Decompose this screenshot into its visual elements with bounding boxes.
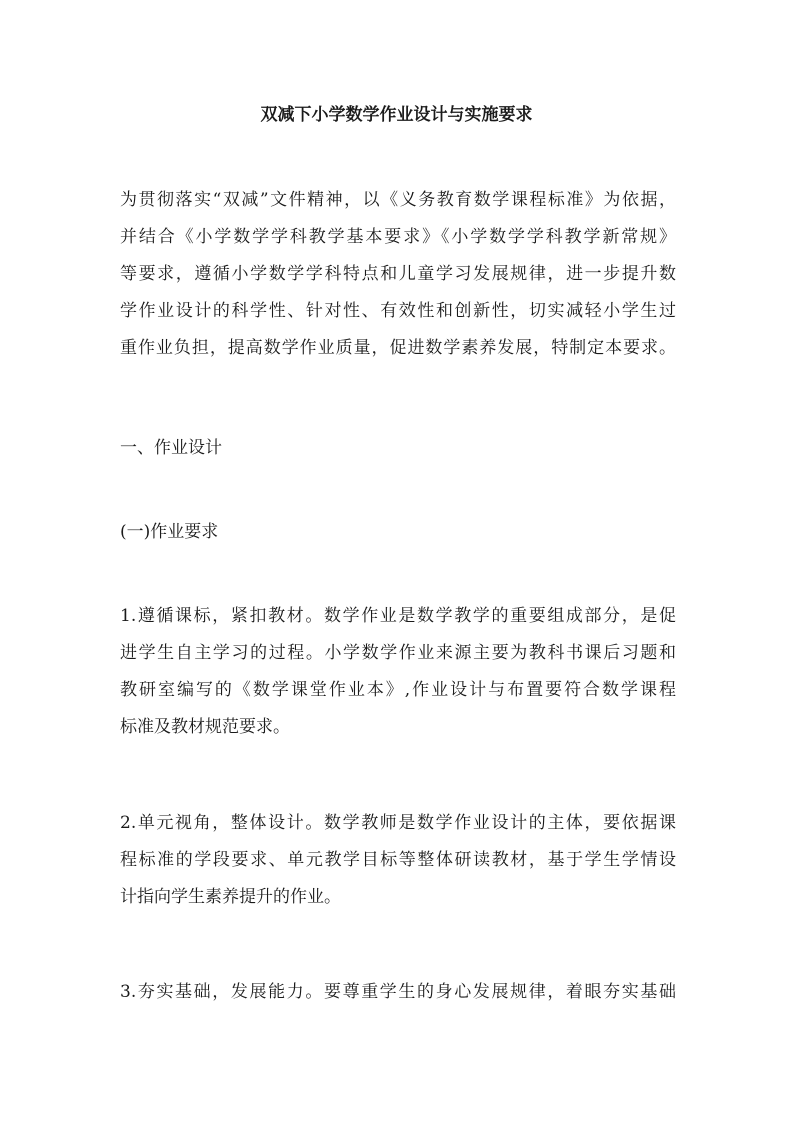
text-line: 计指向学生素养提升的作业。 [120, 887, 341, 907]
text-line: 2.单元视角，整体设计。数学教师是数学作业设计的主体，要依据课 [120, 813, 676, 833]
text-line: 为贯彻落实“双减”文件精神，以《义务教育数学课程标准》为依据， [120, 190, 676, 210]
item-1-paragraph [120, 598, 676, 746]
document-title: 双减下小学数学作业设计与实施要求 [260, 105, 533, 125]
text-line: 3.夯实基础，发展能力。要尊重学生的身心发展规律，着眼夯实基础 [120, 982, 676, 1002]
text-line: 重作业负担，提高数学作业质量，促进数学素养发展，特制定本要求。 [120, 338, 676, 358]
section-heading: 一、作业设计 [120, 438, 222, 458]
item-3-paragraph [120, 974, 676, 1011]
item-2-paragraph [120, 805, 676, 916]
text-line: 学作业设计的科学性、针对性、有效性和创新性，切实减轻小学生过 [120, 301, 676, 321]
text-line: 程标准的学段要求、单元教学目标等整体研读教材，基于学生学情设 [120, 850, 676, 870]
text-line: 等要求，遵循小学数学学科特点和儿童学习发展规律，进一步提升数 [120, 264, 676, 284]
text-line: 标准及教材规范要求。 [120, 717, 290, 737]
subsection-heading: (一)作业要求 [120, 522, 219, 542]
text-line: 教研室编写的《数学课堂作业本》,作业设计与布置要符合数学课程 [120, 680, 676, 700]
text-line: 并结合《小学数学学科教学基本要求》《小学数学学科教学新常规》 [120, 227, 676, 247]
text-line: 1.遵循课标，紧扣教材。数学作业是数学教学的重要组成部分，是促 [120, 606, 676, 626]
intro-paragraph [120, 182, 676, 367]
text-line: 进学生自主学习的过程。小学数学作业来源主要为教科书课后习题和 [120, 643, 676, 663]
